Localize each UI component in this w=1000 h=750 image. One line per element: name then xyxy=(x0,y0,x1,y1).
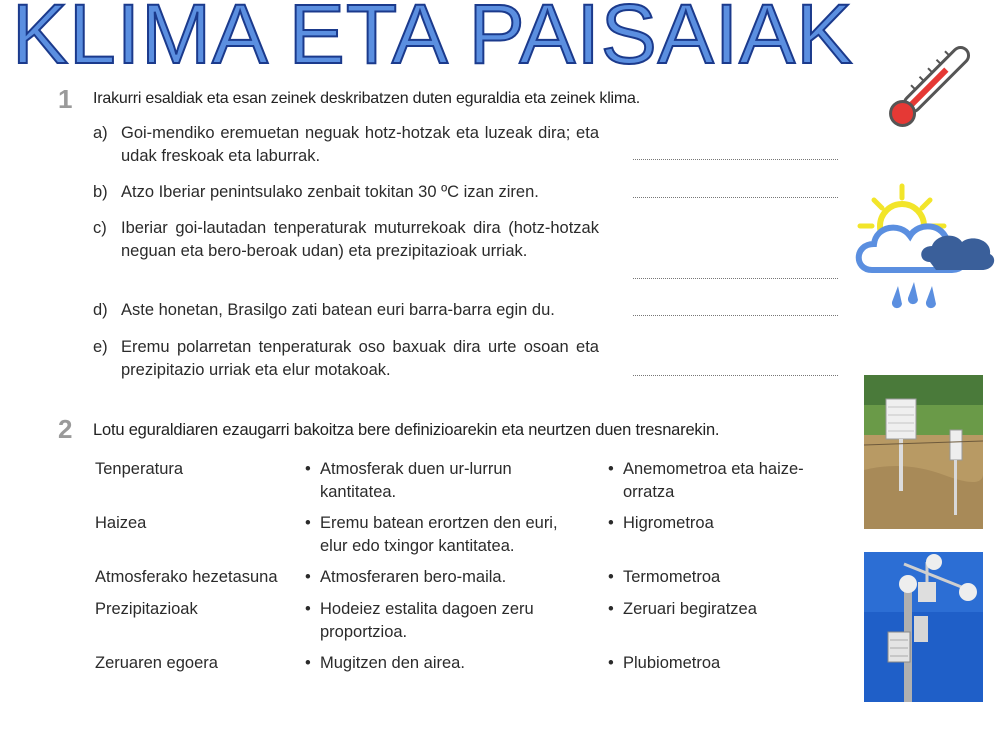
bullet: • xyxy=(305,600,311,618)
item-text: Iberiar goi-lautadan tenperaturak muturrekoak dira (hotz-hotzak neguan eta bero-beroak udan) eta prezipitazioak urriak. xyxy=(121,219,599,260)
item-label: b) xyxy=(93,183,108,201)
definition-item[interactable] xyxy=(305,458,575,504)
instrument-item[interactable] xyxy=(608,652,828,675)
definition-text: Eremu batean erortzen den euri, elur edo txingor kantitatea. xyxy=(320,514,558,555)
item-text: Goi-mendiko eremuetan neguak hotz-hotzak eta luzeak dira; eta udak freskoak eta laburrak. xyxy=(121,124,599,165)
weather-icon xyxy=(852,178,998,320)
item-text: Atzo Iberiar penintsulako zenbait tokitan 30 ºC izan ziren. xyxy=(121,183,539,201)
item-label: c) xyxy=(93,219,107,237)
answer-line-a[interactable] xyxy=(633,159,838,160)
item-label: a) xyxy=(93,124,108,142)
bullet: • xyxy=(608,460,614,478)
bullet: • xyxy=(305,654,311,672)
feature-item[interactable]: Tenperatura xyxy=(95,460,184,478)
instrument-text: Zeruari begiratzea xyxy=(623,600,757,618)
feature-item[interactable]: Haizea xyxy=(95,514,147,532)
page-title: KLIMA ETA PAISAIAK xyxy=(12,0,854,81)
bullet: • xyxy=(608,514,614,532)
bullet: • xyxy=(305,460,311,478)
item-text: Eremu polarretan tenperaturak oso baxuak dira urte osoan eta prezipitazio urriak eta elur motakoak. xyxy=(121,338,599,379)
item-text: Aste honetan, Brasilgo zati batean euri barra-barra egin du. xyxy=(121,301,555,319)
instrument-item[interactable] xyxy=(608,458,828,504)
instrument-item[interactable] xyxy=(608,566,828,589)
bullet: • xyxy=(608,600,614,618)
definition-text: Atmosferak duen ur-lurrun kantitatea. xyxy=(320,460,512,501)
answer-line-c[interactable] xyxy=(633,278,838,279)
item-label: d) xyxy=(93,301,108,319)
feature-item[interactable]: Zeruaren egoera xyxy=(95,654,218,672)
exercise-1-instruction: Irakurri esaldiak eta esan zeinek deskribatzen duten eguraldia eta zeinek klima. xyxy=(93,90,640,107)
anemometer-photo xyxy=(864,552,983,702)
exercise-1-item-b xyxy=(93,181,599,204)
item-label: e) xyxy=(93,338,108,356)
instrument-text: Plubiometroa xyxy=(623,654,721,672)
exercise-1-item-c xyxy=(93,217,599,262)
feature-item[interactable]: Prezipitazioak xyxy=(95,600,198,618)
exercise-1-item-e xyxy=(93,336,599,381)
bullet: • xyxy=(305,514,311,532)
answer-line-b[interactable] xyxy=(633,197,838,198)
exercise-1-item-d xyxy=(93,299,599,322)
thermometer-icon xyxy=(880,40,976,136)
definition-item[interactable] xyxy=(305,566,575,589)
answer-line-e[interactable] xyxy=(633,375,838,376)
exercise-2-number: 2 xyxy=(58,414,73,444)
definition-item[interactable] xyxy=(305,598,575,644)
exercise-1-number: 1 xyxy=(58,84,73,114)
feature-item[interactable]: Atmosferako hezetasuna xyxy=(95,568,278,586)
bullet: • xyxy=(305,568,311,586)
instrument-item[interactable] xyxy=(608,598,828,621)
definition-text: Hodeiez estalita dagoen zeru proportzioa. xyxy=(320,600,534,641)
exercise-2-instruction: Lotu eguraldiaren ezaugarri bakoitza bere definizioarekin eta neurtzen duen tresnarekin. xyxy=(93,421,720,439)
instrument-text: Anemometroa eta haize-orratza xyxy=(623,460,804,501)
bullet: • xyxy=(608,568,614,586)
definition-text: Atmosferaren bero-maila. xyxy=(320,568,507,586)
instrument-item[interactable] xyxy=(608,512,828,535)
weather-station-photo xyxy=(864,375,983,529)
definition-text: Mugitzen den airea. xyxy=(320,654,465,672)
exercise-1-item-a xyxy=(93,122,599,167)
definition-item[interactable] xyxy=(305,512,575,558)
answer-line-d[interactable] xyxy=(633,315,838,316)
instrument-text: Termometroa xyxy=(623,568,721,586)
definition-item[interactable] xyxy=(305,652,575,675)
instrument-text: Higrometroa xyxy=(623,514,714,532)
bullet: • xyxy=(608,654,614,672)
